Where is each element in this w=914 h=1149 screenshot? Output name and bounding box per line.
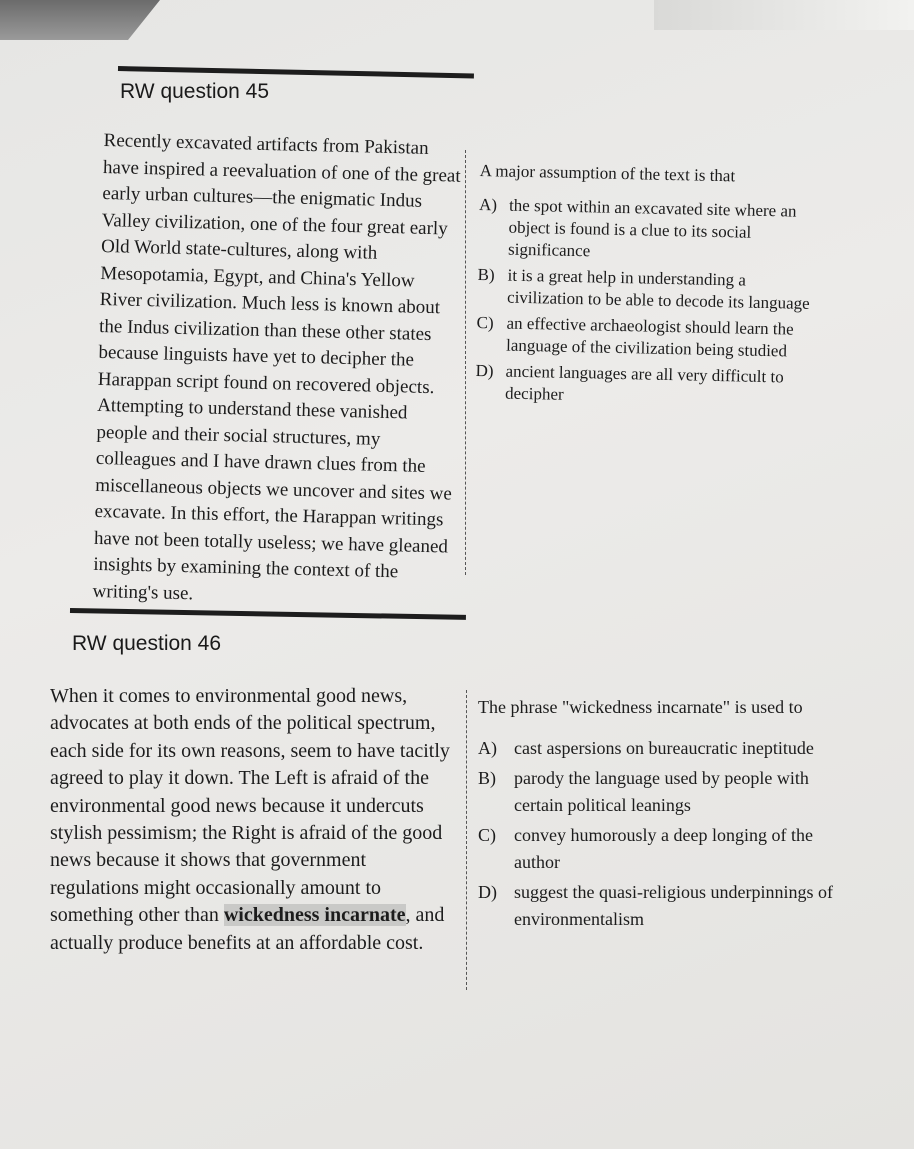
q45-title: RW question 45 (120, 80, 270, 103)
choice-letter: A) (478, 737, 497, 758)
q45-choice-b[interactable] (477, 264, 818, 315)
q46-title: RW question 46 (72, 632, 222, 655)
q46-choice-b[interactable] (478, 765, 858, 818)
background-shadow (0, 0, 160, 40)
choice-text: cast aspersions on bureaucratic ineptitude (514, 737, 814, 758)
page-edge (654, 0, 914, 30)
q46-question (478, 694, 858, 936)
q46-passage-highlight: wickedness incarnate (223, 904, 406, 927)
choice-letter: D) (475, 360, 494, 381)
choice-letter: B) (478, 768, 496, 788)
choice-text: the spot within an excavated site where an object is found is a clue to its social significance (507, 195, 797, 261)
choice-letter: D) (478, 882, 497, 902)
q45-choice-d[interactable] (475, 360, 816, 411)
choice-letter: C) (476, 312, 494, 333)
q46-column-divider (466, 690, 467, 990)
q46-choice-a[interactable] (478, 735, 858, 762)
choice-letter: B) (477, 264, 495, 285)
q46-passage-before: When it comes to environmental good news, advocates at both ends of the political spectrum, each side for its own reasons, seem to have tacitly agreed to play it down. The Left is afraid of the environmental good news because it undercuts stylish pessimism; the Right is afraid of the good news because it shows that government regulations might occasionally amount to something other than (50, 685, 450, 927)
choice-letter: A) (478, 194, 498, 215)
choice-text: an effective archaeologist should learn the language of the civilization being studied (505, 313, 794, 361)
choice-text: suggest the quasi-religious underpinnings of environmentalism (514, 882, 833, 929)
choice-text: parody the language used by people with certain political leanings (514, 768, 809, 815)
q46-passage-after: , and actually produce benefits at an affordable cost. (50, 904, 445, 954)
q45-choice-a[interactable] (478, 194, 819, 267)
q46-passage (50, 683, 455, 957)
q45-passage: Recently excavated artifacts from Pakistan have inspired a reevaluation of one of the great early urban cultures—the enigmatic Indus Valley civilization, one of the four great early Old World state-cultures, along with Mesopotamia, Egypt, and China's Yellow River civilization. Much less is known about the Indus civilization than these other states because linguists have yet to decipher the Harappan script found on recovered objects. Attempting to understand these vanished people and their social structures, my colleagues and I have drawn clues from the miscellaneous objects we uncover and sites we excavate. In this effort, the Harappan writings have not been totally useless; we have gleaned insights by examining the context of the writing's use. (92, 129, 461, 604)
choice-text: ancient languages are all very difficult to decipher (504, 361, 784, 404)
q45-stem: A major assumption of the text is that (479, 160, 736, 186)
q46-stem: The phrase "wickedness incarnate" is used to (478, 697, 803, 717)
q46-choice-d[interactable] (478, 879, 858, 932)
choice-text: convey humorously a deep longing of the author (514, 825, 813, 872)
q45-choice-c[interactable] (476, 312, 817, 363)
q46-choice-c[interactable] (478, 822, 858, 875)
q45-top-rule (118, 66, 474, 78)
q45-question (475, 160, 820, 415)
choice-text: it is a great help in understanding a civilization to be able to decode its language (506, 265, 810, 313)
q45-column-divider (465, 150, 466, 575)
choice-letter: C) (478, 825, 496, 845)
